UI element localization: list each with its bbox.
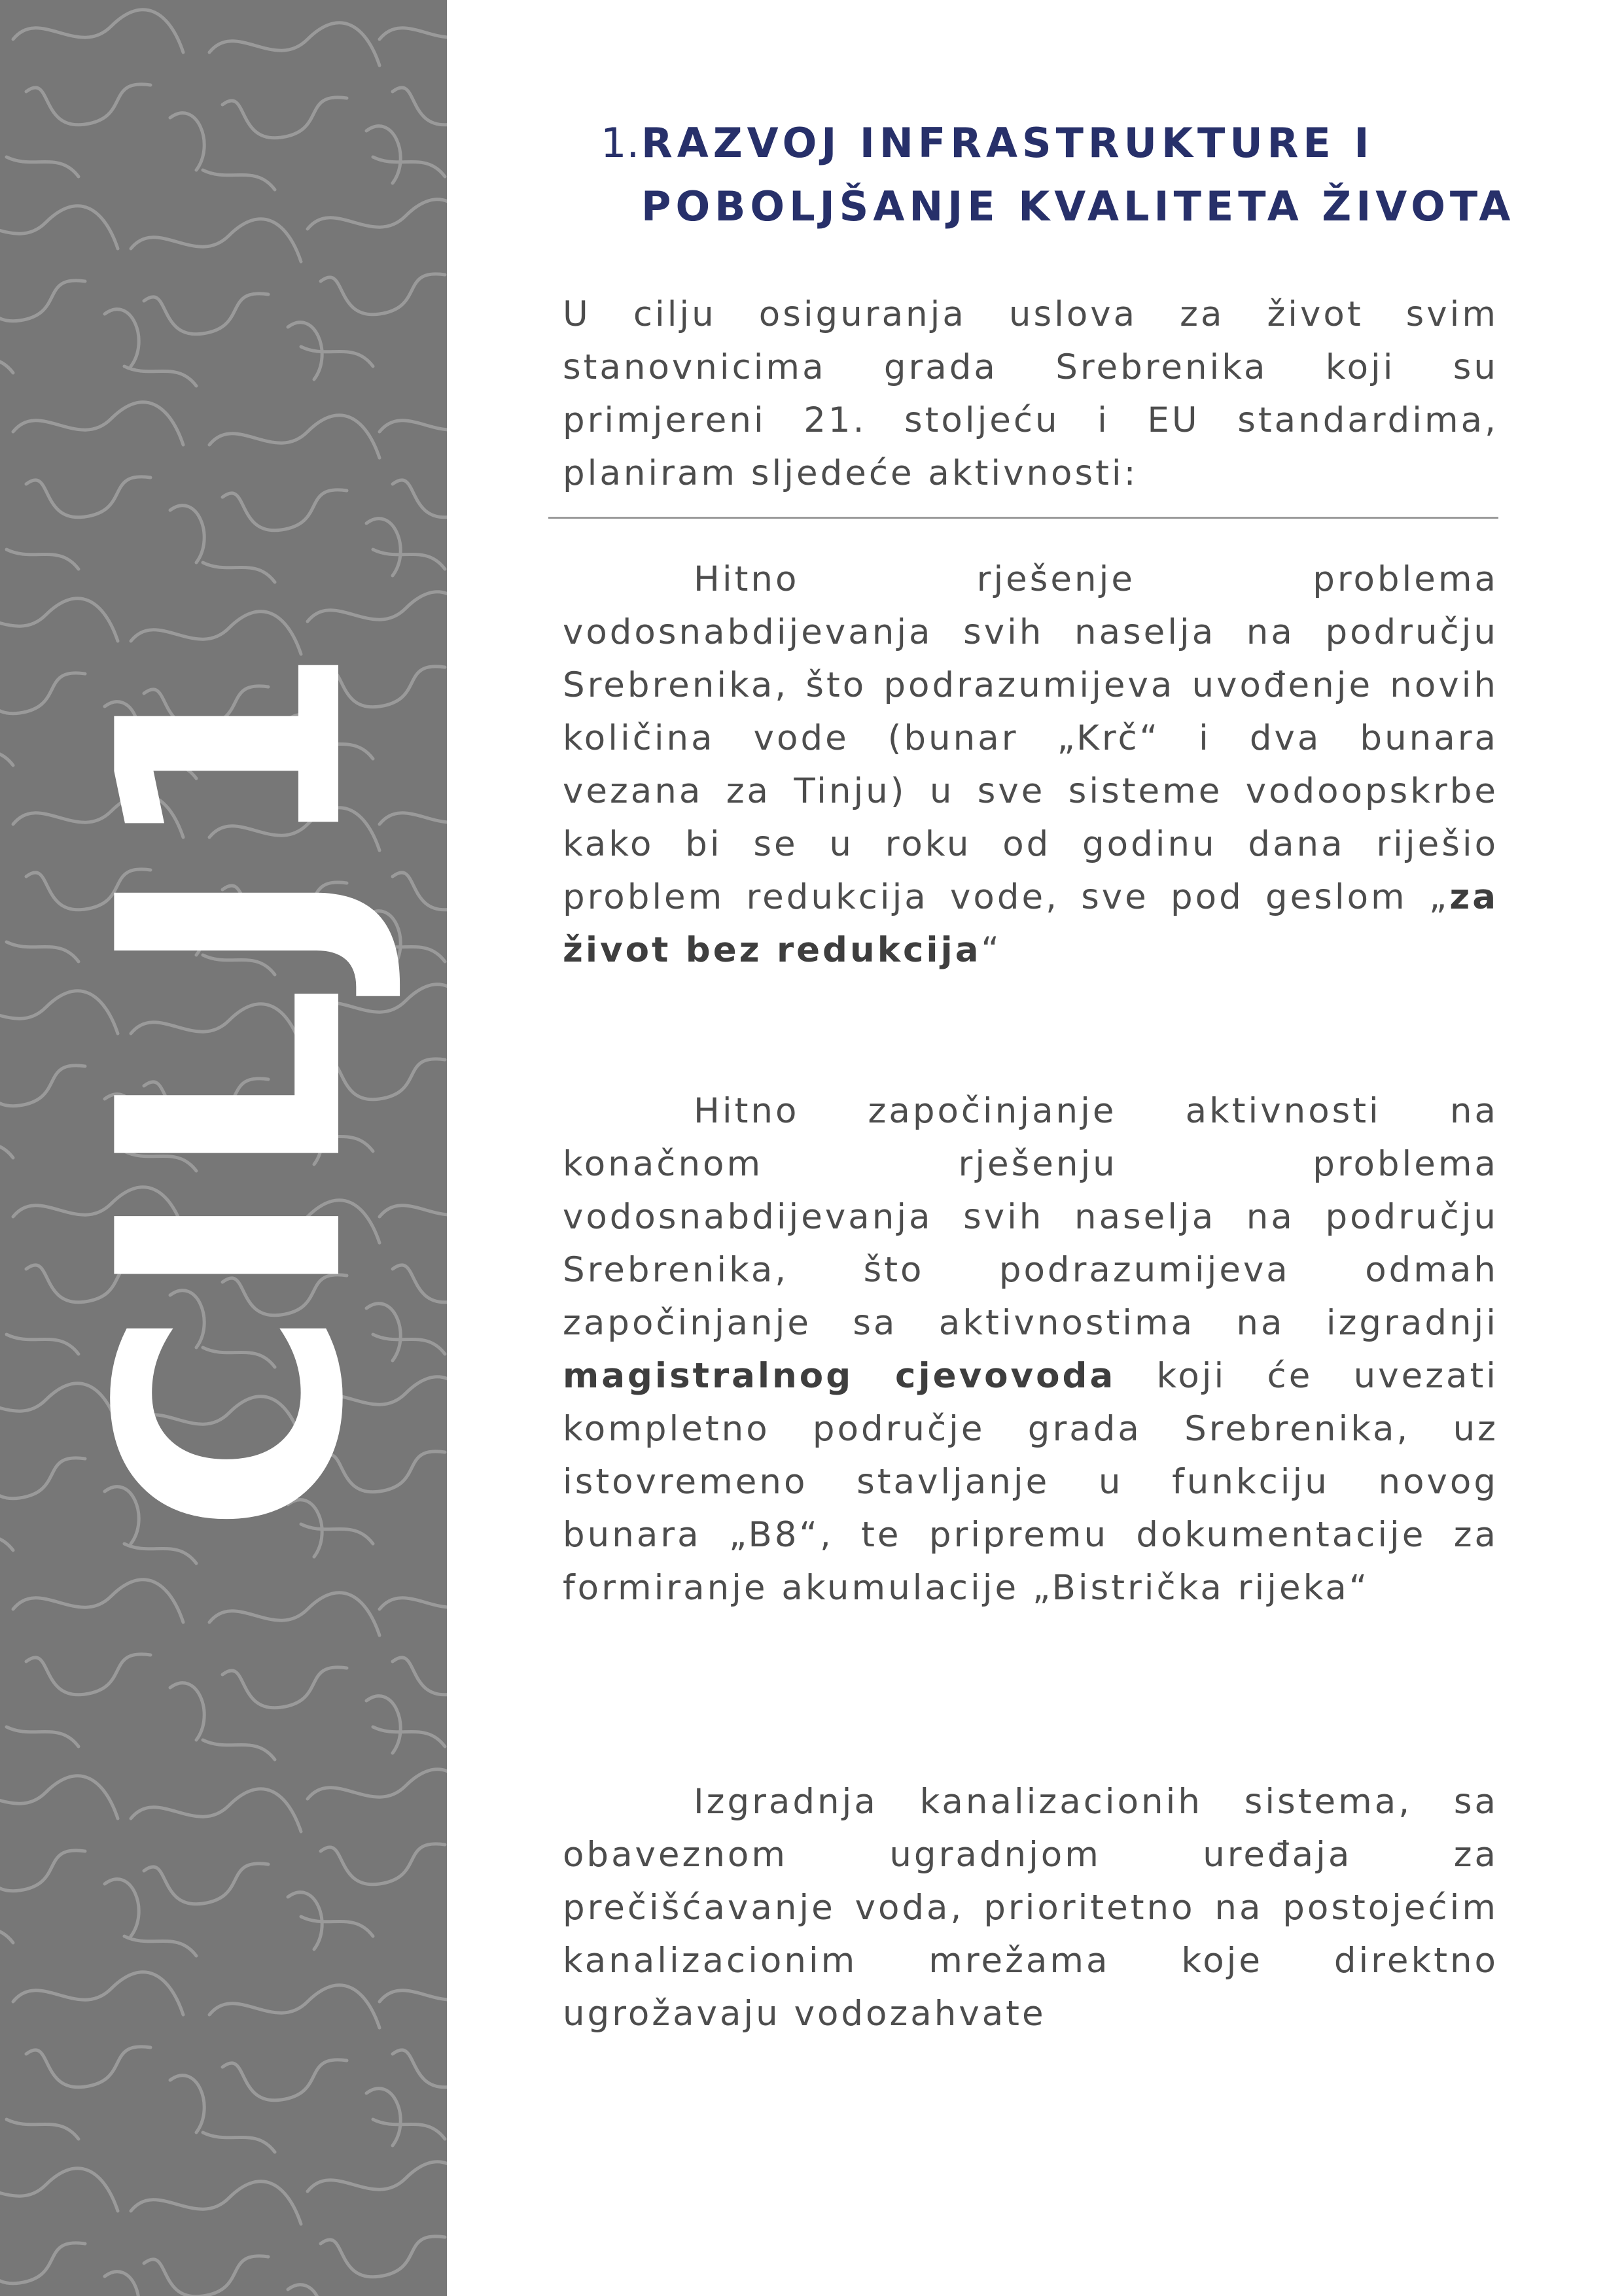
p1-text-after: “ bbox=[981, 930, 1002, 970]
activity-paragraph-2 bbox=[563, 1085, 1498, 1614]
intro-block bbox=[563, 288, 1498, 500]
section-heading bbox=[601, 111, 1569, 238]
sidebar-panel bbox=[0, 0, 447, 2296]
p2-text-after: koji će uvezati kompletno područje grada Srebrenika, uz istovremeno stavljanje u funkciju novog bunara „B8“, te pripremu dokumentacije za formiranje akumulacije „Bistrička rijeka“ bbox=[563, 1356, 1498, 1608]
activity-paragraph-1 bbox=[563, 553, 1498, 977]
p1-bold: za život bez redukcija bbox=[563, 877, 1498, 970]
activity-paragraph-3 bbox=[563, 1775, 1498, 2040]
section-title-line2: POBOLJŠANJE KVALITETA ŽIVOTA bbox=[641, 183, 1515, 230]
p2-bold: magistralnog cjevovoda bbox=[563, 1356, 1116, 1396]
p2-text: Hitno započinjanje aktivnosti na konačnom rješenju problema vodosnabdijevanja svih naselja na području Srebrenika, što podrazumijeva odmah započinjanje sa aktivnostima na izgradnji bbox=[563, 1091, 1498, 1343]
section-title-line1: RAZVOJ INFRASTRUKTURE I bbox=[641, 119, 1374, 167]
p1-text: Hitno rješenje problema vodosnabdijevanja svih naselja na području Srebrenika, što podrazumijeva uvođenje novih količina vode (bunar „Krč“ i dva bunara vezana za Tinju) u sve sisteme vodoopskrbe kako bi se u roku od godinu dana riješio problem redukcija vode, sve pod geslom „ bbox=[563, 559, 1498, 917]
intro-paragraph: U cilju osiguranja uslova za život svim stanovnicima grada Srebrenika koji su primjereni 21. stoljeću i EU standardima, planiram sljedeće aktivnosti: bbox=[563, 294, 1498, 493]
section-number: 1. bbox=[601, 119, 640, 167]
divider bbox=[548, 517, 1498, 519]
p3-text: Izgradnja kanalizacionih sistema, sa obaveznom ugradnjom uređaja za prečišćavanje voda, prioritetno na postojećim kanalizacionim mrežama koje direktno ugrožavaju vodozahvate bbox=[563, 1782, 1498, 2034]
goal-label: CILJ1 bbox=[53, 637, 411, 1535]
